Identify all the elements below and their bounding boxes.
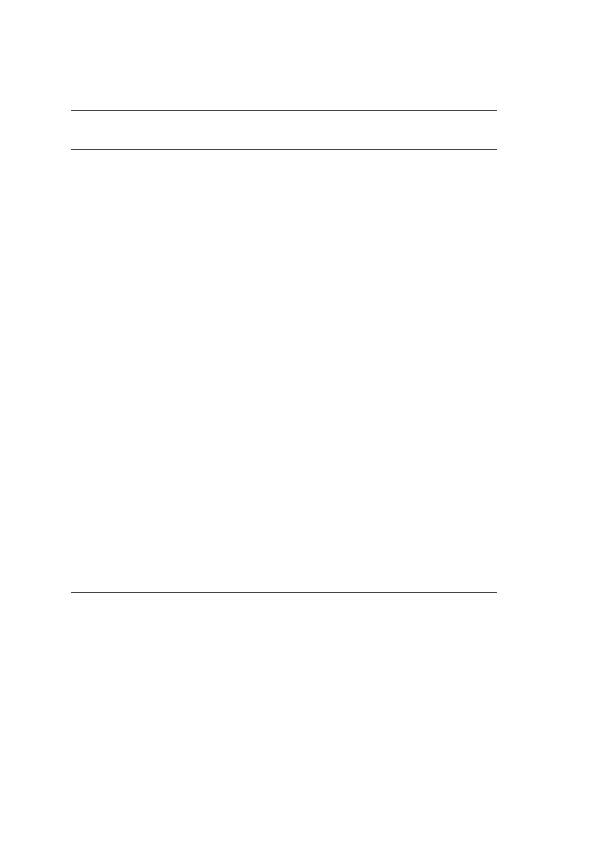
header-rule	[71, 149, 497, 150]
top-rule	[71, 110, 497, 111]
bottom-rule	[71, 592, 497, 593]
